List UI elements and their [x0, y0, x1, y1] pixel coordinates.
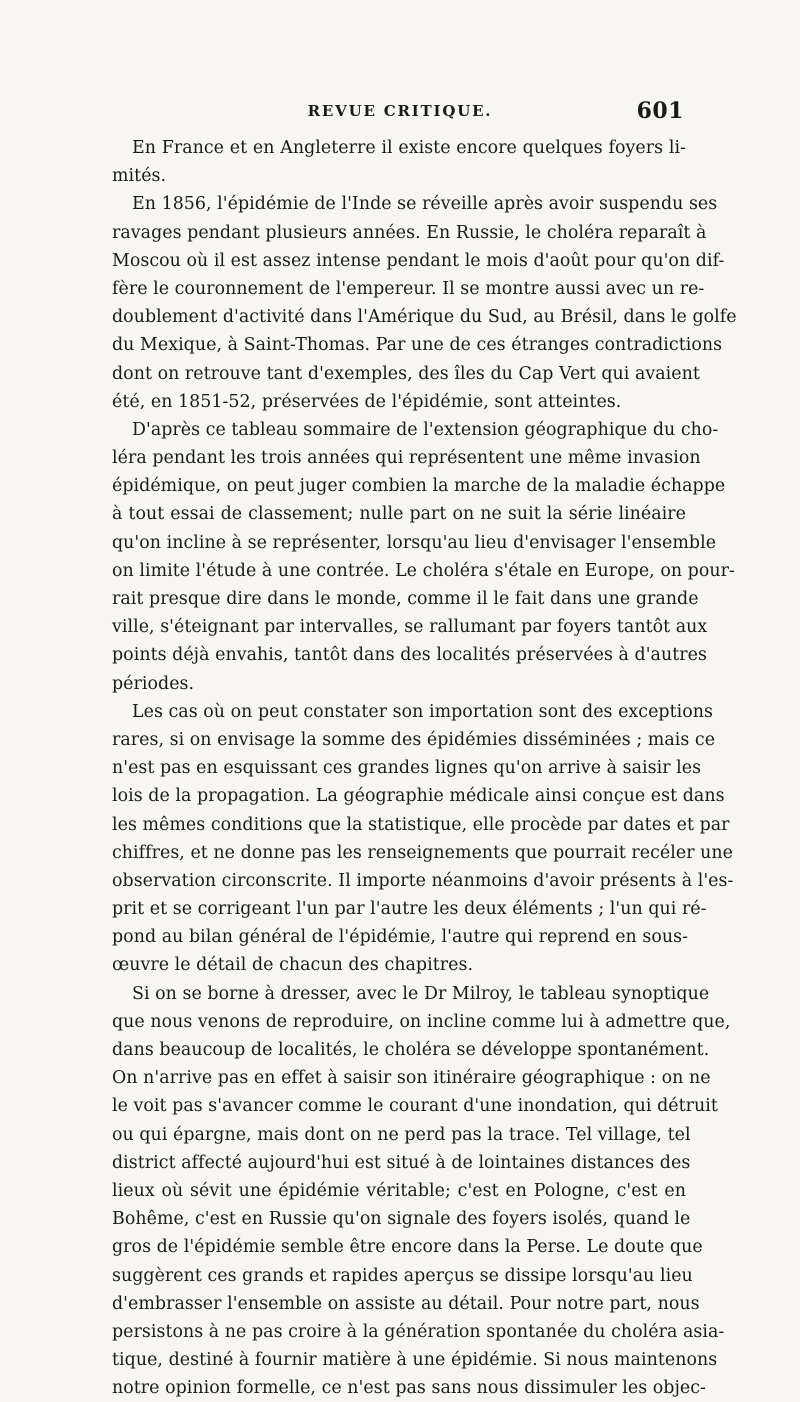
text-line: du Mexique, à Saint-Thomas. Par une de ces étranges contradictions: [112, 335, 723, 356]
text-line: rares, si on envisage la somme des épidémies disséminées ; mais ce: [112, 729, 716, 750]
text-line: d'embrasser l'ensemble on assiste au détail. Pour notre part, nous: [112, 1293, 700, 1314]
text-line: tique, destiné à fournir matière à une épidémie. Si nous maintenons: [112, 1350, 718, 1371]
text-line: n'est pas en esquissant ces grandes lignes qu'on arrive à saisir les: [112, 758, 702, 779]
text-line: observation circonscrite. Il importe néanmoins d'avoir présents à l'es-: [112, 870, 734, 891]
text-line: que nous venons de reproduire, on incline comme lui à admettre que,: [112, 1011, 731, 1032]
text-line: lieux où sévit une épidémie véritable; c'est en Pologne, c'est en: [112, 1180, 686, 1201]
text-line: fère le couronnement de l'empereur. Il se montre aussi avec un re-: [112, 278, 705, 299]
page-number: 601: [636, 98, 684, 124]
text-line: Les cas où on peut constater son importation sont des exceptions: [132, 701, 713, 722]
text-line: rait presque dire dans le monde, comme il le fait dans une grande: [112, 589, 699, 609]
running-title: REVUE CRITIQUE.: [307, 102, 493, 120]
text-line: léra pendant les trois années qui représentent une même invasion: [112, 448, 701, 469]
text-line: mités.: [112, 166, 167, 187]
text-line: ou qui épargne, mais dont on ne perd pas la trace. Tel village, tel: [112, 1124, 691, 1145]
text-line: les mêmes conditions que la statistique, elle procède par dates et par: [112, 814, 730, 835]
text-line: qu'on incline à se représenter, lorsqu'au lieu d'envisager l'ensemble: [112, 532, 717, 553]
text-line: épidémique, on peut juger combien la marche de la maladie échappe: [112, 476, 726, 497]
text-line: le voit pas s'avancer comme le courant d'une inondation, qui détruit: [112, 1096, 718, 1117]
text-line: dont on retrouve tant d'exemples, des îles du Cap Vert qui avaient: [112, 363, 700, 384]
text-line: doublement d'activité dans l'Amérique du Sud, au Brésil, dans le golfe: [112, 307, 737, 328]
text-line: En France et en Angleterre il existe encore quelques foyers li-: [132, 138, 686, 158]
text-line: district affecté aujourd'hui est situé à de lointaines distances des: [112, 1152, 691, 1173]
text-line: chiffres, et ne donne pas les renseignements que pourrait recéler une: [112, 842, 734, 863]
text-line: dans beaucoup de localités, le choléra se développe spontanément.: [112, 1040, 710, 1060]
text-line: lois de la propagation. La géographie médicale ainsi conçue est dans: [112, 786, 725, 807]
text-line: périodes.: [112, 673, 195, 694]
text-line: On n'arrive pas en effet à saisir son itinéraire géographique : on ne: [112, 1068, 711, 1089]
running-head: [116, 98, 684, 128]
text-line: prit et se corrigeant l'un par l'autre les deux éléments ; l'un qui ré-: [112, 899, 707, 920]
text-line: œuvre le détail de chacun des chapitres.: [112, 955, 474, 976]
text-line: à tout essai de classement; nulle part on ne suit la série linéaire: [112, 504, 686, 525]
text-line: on limite l'étude à une contrée. Le choléra s'étale en Europe, on pour-: [112, 560, 735, 581]
text-line: Si on se borne à dresser, avec le Dr Milroy, le tableau synoptique: [132, 983, 710, 1004]
text-line: suggèrent ces grands et rapides aperçus se dissipe lorsqu'au lieu: [112, 1265, 693, 1286]
text-line: En 1856, l'épidémie de l'Inde se réveille après avoir suspendu ses: [132, 194, 718, 215]
text-line: points déjà envahis, tantôt dans des localités préservées à d'autres: [112, 645, 707, 666]
text-line: pond au bilan général de l'épidémie, l'autre qui reprend en sous-: [112, 927, 689, 948]
text-line: gros de l'épidémie semble être encore dans la Perse. Le doute que: [112, 1237, 703, 1258]
text-line: Moscou où il est assez intense pendant le mois d'août pour qu'on dif-: [112, 250, 725, 271]
text-line: ville, s'éteignant par intervalles, se rallumant par foyers tantôt aux: [112, 617, 708, 638]
text-line: Bohême, c'est en Russie qu'on signale des foyers isolés, quand le: [112, 1209, 691, 1230]
text-line: D'après ce tableau sommaire de l'extension géographique du cho-: [132, 419, 719, 440]
body-text: [112, 134, 737, 1402]
text-line: été, en 1851-52, préservées de l'épidémie, sont atteintes.: [112, 391, 622, 412]
text-line: ravages pendant plusieurs années. En Russie, le choléra reparaît à: [112, 222, 707, 243]
text-line: notre opinion formelle, ce n'est pas sans nous dissimuler les objec-: [112, 1378, 706, 1399]
text-line: persistons à ne pas croire à la génération spontanée du choléra asia-: [112, 1321, 725, 1342]
